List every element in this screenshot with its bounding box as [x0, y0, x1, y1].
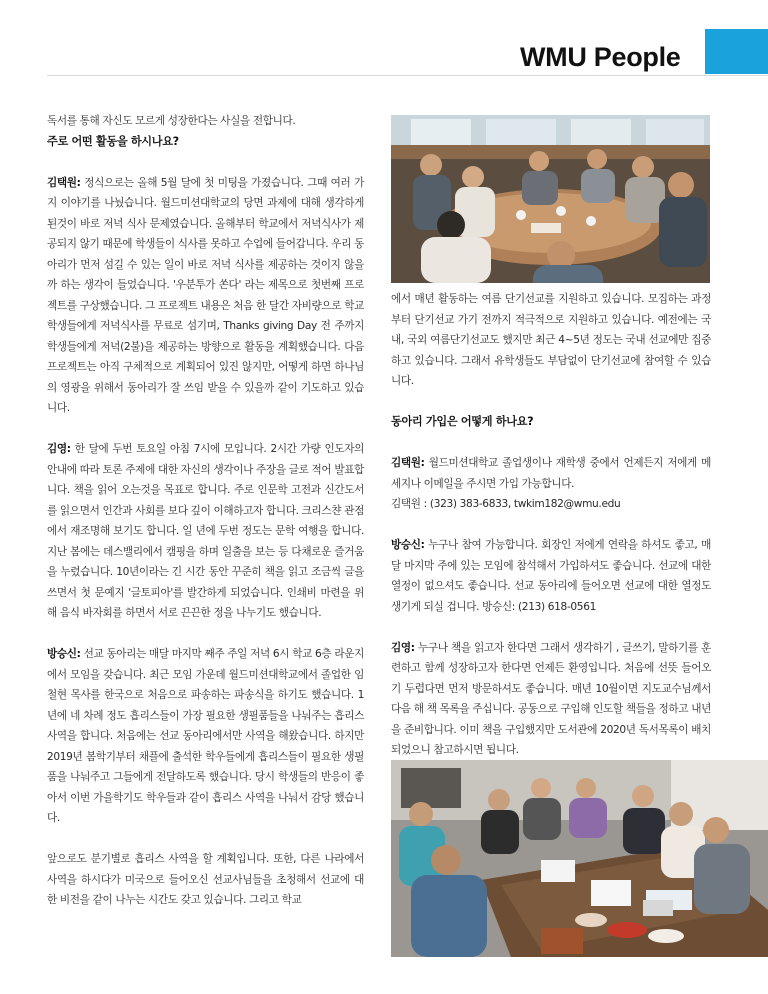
answer-text: 누구나 참여 가능합니다. 회장인 저에게 연락을 하셔도 좋고, 매달 마지막 주에 있는 모임에 참석해서 가입하셔도 좋습니다. 선교에 대한 열정이 없으셔도 좋습니다. 선교 동아리에 들어오면 선교에 대한 열정도 생기게 되실 겁니다. 방승신: (213) 618-0561	[391, 539, 711, 613]
answer-paragraph	[47, 644, 364, 829]
answer-paragraph	[391, 535, 711, 617]
answer-text: 누구나 책을 읽고자 한다면 그래서 생각하기 , 글쓰기, 말하기를 훈련하고 함께 성장하고자 한다면 언제든 환영입니다. 처음에 선뜻 들어오기 두렵다면 먼저 방문하셔도 좋습니다. 매년 10월이면 지도교수님께서 다음 해 책 목록을 주십니다. 공동으로 구입해 인도할 책들을 정하고 내년을 준비합니다. 이미 책을 구입했지만 도서관에 2020년 독서목록이 배치되었으니 참고하시면 됩니다.	[391, 641, 711, 756]
answer-text: 한 달에 두번 토요일 아침 7시에 모입니다. 2시간 가량 인도자의 안내에 따라 토론 주제에 대한 자신의 생각이나 주장을 글로 적어 발표합니다. 책을 읽어 오는것을 목표로 합니다. 주로 인문학 고전과 신간도서를 읽으면서 인간과 사회를 보다 깊이 이해하고자 합니다. 크리스챤 관점에서 재조명해 보기도 합니다. 일 년에 두번 정도는 문학 여행을 합니다. 지난 봄에는 데스밸리에서 캠핑을 하며 일출을 보는 등 다채로운 즐거움을 누렸습니다. 10년이라는 긴 시간 동안 꾸준히 책을 읽고 조금씩 글을 쓰면서 첫 문예지 '글토피아'를 발간하게 되었습니다. 인쇄비 마련을 위해 음식 바자회를 하면서 서로 끈끈한 정을 나누기도 했습니다.	[47, 443, 364, 619]
answer-text: 선교 동아리는 매달 마지막 째주 주일 저녁 6시 학교 6층 라운지에서 모임을 갖습니다. 최근 모임 가운데 월드미션대학교에서 졸업한 임철현 목사를 한국으로 처음으로 파송하는 파송식을 하기도 했습니다. 1년에 네 차례 정도 흡리스들이 가장 필요한 생필품들을 나눠주는 흡리스사역을 합니다. 처음에는 선교 동아리에서만 사역을 해왔습니다. 하지만 2019년 봄학기부터 채플에 출석한 학우들에게 흡리스들이 필요한 생필품을 나눠주고 그들에게 전달하도록 했습니다. 당시 학생들의 반응이 좋아서 이번 가을학기도 학우들과 같이 흡리스 사역을 나눠서 감당 했습니다.	[47, 648, 364, 824]
answer-paragraph	[391, 638, 711, 761]
book-club-photo	[391, 115, 710, 283]
speaker-name: 방승신:	[47, 648, 81, 660]
speaker-name: 방승신:	[391, 539, 425, 551]
intro-text: 독서를 통해 자신도 모르게 성장한다는 사실을 전합니다.	[47, 115, 296, 127]
answer-paragraph	[391, 453, 711, 494]
left-column	[47, 111, 364, 911]
answer-paragraph	[47, 439, 364, 624]
speaker-name: 김영:	[47, 443, 71, 455]
speaker-name: 김영:	[391, 641, 415, 654]
speaker-name: 김택원:	[47, 176, 81, 189]
header-divider	[47, 75, 768, 76]
right-column	[391, 289, 711, 781]
question-heading: 동아리 가입은 어떻게 하나요?	[391, 415, 534, 428]
question-heading: 주로 어떤 활동을 하시나요?	[47, 134, 179, 148]
header-accent-bar	[705, 29, 768, 74]
mission-club-photo-illustration	[391, 760, 768, 957]
speaker-name: 김택원:	[391, 457, 425, 469]
continuation-text: 에서 매년 활동하는 여름 단기선교를 지원하고 있습니다. 모집하는 과정부터 단기선교 가기 전까지 적극적으로 지원하고 있습니다. 예전에는 국내, 국외 여름단기선교도 했지만 최근 4~5년 정도는 국내 선교에만 집중하고 있습니다. 그래서 유학생들도 부담없이 단기선교에 참여할 수 있습니다.	[391, 293, 711, 387]
answer-text: 정식으로는 올해 5월 달에 첫 미팅을 가졌습니다. 그때 여러 가지 이야기를 나눴습니다. 월드미션대학교의 당면 과제에 대해 생각하게 된것이 바로 저녁 식사 문제였습니다. 올해부터 학교에서 저녁식사가 제공되지 않기 때문에 학생들이 식사를 못하고 수업에 들어갑니다. 우리 동아리가 먼저 섬길 수 있는 일이 바로 저녁 식사를 제공하는 것이지 않을까 하는 생각이 들었습니다. '우분투가 쏜다' 라는 제목으로 첫번째 프로젝트를 구상했습니다. 그 프로젝트 내용은 처음 한 달간 자비량으로 학교 학생들에게 저녁식사를 무료로 섬기며, Thanks giving Day 전 주까지 학생들에게 저녁(2불)을 제공하는 방향으로 활동을 계획했습니다. 다음 프로젝트는 아직 구체적으로 계획되어 있진 않지만, 어떻게 하면 하나님의 영광을 위해서 동아리가 잘 쓰임 받을 수 있을까 같이 기도하고 있습니다.	[47, 176, 364, 414]
answer-paragraph: 앞으로도 분기별로 흡리스 사역을 할 계획입니다. 또한, 다른 나라에서 사역을 하시다가 미국으로 들어오신 선교사님들을 초청해서 선교에 대한 비전을 같이 나누는 시간도 갖고 있습니다. 그리고 학교	[47, 853, 364, 906]
contact-line: 김택원 : (323) 383-6833, twkim182@wmu.edu	[391, 498, 621, 510]
book-club-photo-illustration	[391, 115, 710, 283]
answer-text: 월드미션대학교 졸업생이나 재학생 중에서 언제든지 저에게 메세지나 이메일을 주시면 가입 가능합니다.	[391, 457, 711, 490]
page-title: WMU People	[520, 42, 681, 72]
answer-paragraph	[47, 173, 364, 419]
mission-club-photo	[391, 760, 768, 957]
